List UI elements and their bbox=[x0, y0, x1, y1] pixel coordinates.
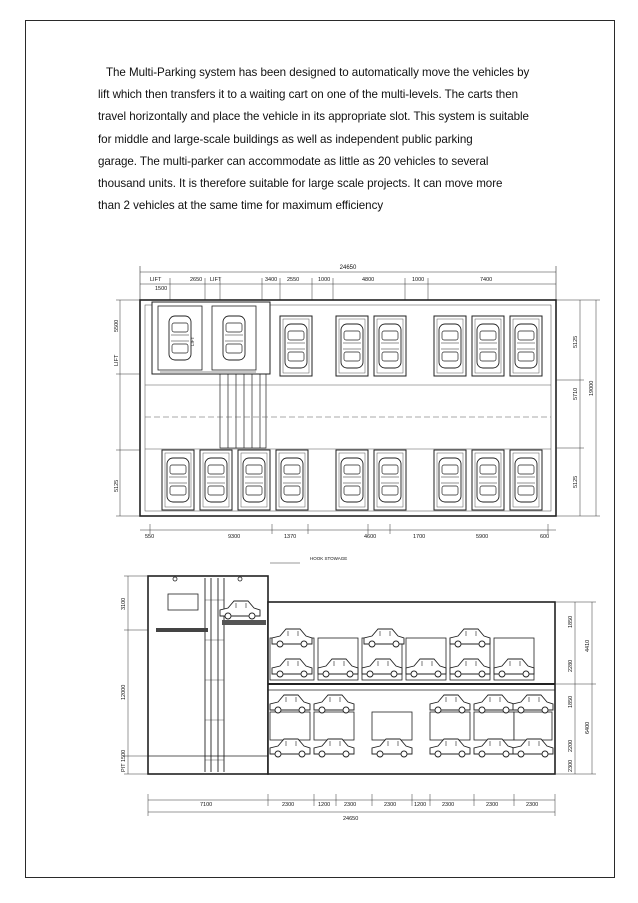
dim-label: 19000 bbox=[589, 380, 595, 396]
dim-label: 2300 bbox=[568, 759, 574, 772]
section-parking-racks bbox=[268, 602, 555, 774]
dim-label: 5125 bbox=[114, 479, 120, 492]
lift-shaft-block bbox=[152, 302, 270, 374]
dim-label: 7100 bbox=[200, 802, 213, 808]
dim-label: 2200 bbox=[568, 739, 574, 752]
dim-label: 1700 bbox=[413, 534, 426, 540]
dim-label: 5125 bbox=[573, 475, 579, 488]
dim-label: 550 bbox=[145, 534, 155, 540]
dim-label: 4600 bbox=[364, 534, 377, 540]
dim-label: 7400 bbox=[480, 277, 493, 283]
dim-label: 2280 bbox=[568, 659, 574, 672]
dim-label: 3400 bbox=[265, 277, 278, 283]
dim-label: 2300 bbox=[282, 802, 295, 808]
dim-label: 5710 bbox=[573, 387, 579, 400]
dim-label: LIFT bbox=[150, 277, 162, 283]
dim-label: 1200 bbox=[414, 802, 427, 808]
dim-label: 1000 bbox=[318, 277, 331, 283]
paragraph-line: travel horizontally and place the vehicle in its appropriate slot. This system is suitable bbox=[98, 110, 529, 124]
dim-label: 1370 bbox=[284, 534, 297, 540]
dim-label: 9300 bbox=[228, 534, 241, 540]
dim-label: LIFT bbox=[114, 354, 120, 366]
dim-label: 2300 bbox=[442, 802, 455, 808]
dim-label: LIFT bbox=[210, 277, 222, 283]
dim-label: 3100 bbox=[121, 597, 127, 610]
plan-overall-width: 24650 bbox=[339, 265, 357, 271]
plan-aisle bbox=[145, 385, 551, 449]
dim-label: 1850 bbox=[568, 695, 574, 708]
dim-label: 2300 bbox=[384, 802, 397, 808]
paragraph-line: lift which then transfers it to a waiting cart on one of the multi-levels. The carts then bbox=[98, 88, 519, 102]
lift-cab-label: LIFT bbox=[190, 336, 195, 346]
dim-label: 600 bbox=[540, 534, 550, 540]
dim-label: PIT 1500 bbox=[121, 749, 127, 772]
dim-label: 1000 bbox=[412, 277, 425, 283]
dim-label: 4410 bbox=[585, 639, 591, 652]
plan-bottom-dim-lines bbox=[140, 524, 556, 534]
dim-label: 2300 bbox=[526, 802, 539, 808]
dim-label: 4800 bbox=[362, 277, 375, 283]
section-overall-width: 24650 bbox=[343, 816, 359, 822]
dim-label: 5500 bbox=[114, 319, 120, 332]
dim-label: 5125 bbox=[573, 335, 579, 348]
dim-label: 1500 bbox=[155, 286, 168, 292]
plan-top-segment-dims bbox=[150, 277, 492, 292]
dim-label: 5900 bbox=[476, 534, 489, 540]
dim-label: 1200 bbox=[318, 802, 331, 808]
dim-label: 12000 bbox=[121, 684, 127, 700]
dim-label: 2650 bbox=[190, 277, 203, 283]
top-row-slots bbox=[280, 316, 542, 376]
paragraph-line: garage. The multi-parker can accommodate as little as 20 vehicles to several bbox=[98, 154, 489, 168]
paragraph-line: The Multi-Parking system has been designed to automatically move the vehicles by bbox=[106, 66, 530, 79]
paragraph-line: thousand units. It is therefore suitable for large scale projects. It can move more bbox=[98, 177, 503, 191]
paragraph-line: than 2 vehicles at the same time for maximum efficiency bbox=[98, 199, 384, 213]
hook-stowage-label: HOOK STOWAGE bbox=[310, 556, 348, 561]
bottom-row-slots bbox=[162, 450, 542, 510]
dim-label: 6400 bbox=[585, 721, 591, 734]
dim-label: 1850 bbox=[568, 615, 574, 628]
paragraph-line: for middle and large-scale buildings as well as independent public parking bbox=[98, 132, 473, 146]
section-lift-shaft bbox=[148, 576, 268, 774]
dim-label: 2300 bbox=[486, 802, 499, 808]
plan-top-dimension bbox=[140, 266, 556, 300]
dim-label: 2300 bbox=[344, 802, 357, 808]
dim-label: 2550 bbox=[287, 277, 300, 283]
